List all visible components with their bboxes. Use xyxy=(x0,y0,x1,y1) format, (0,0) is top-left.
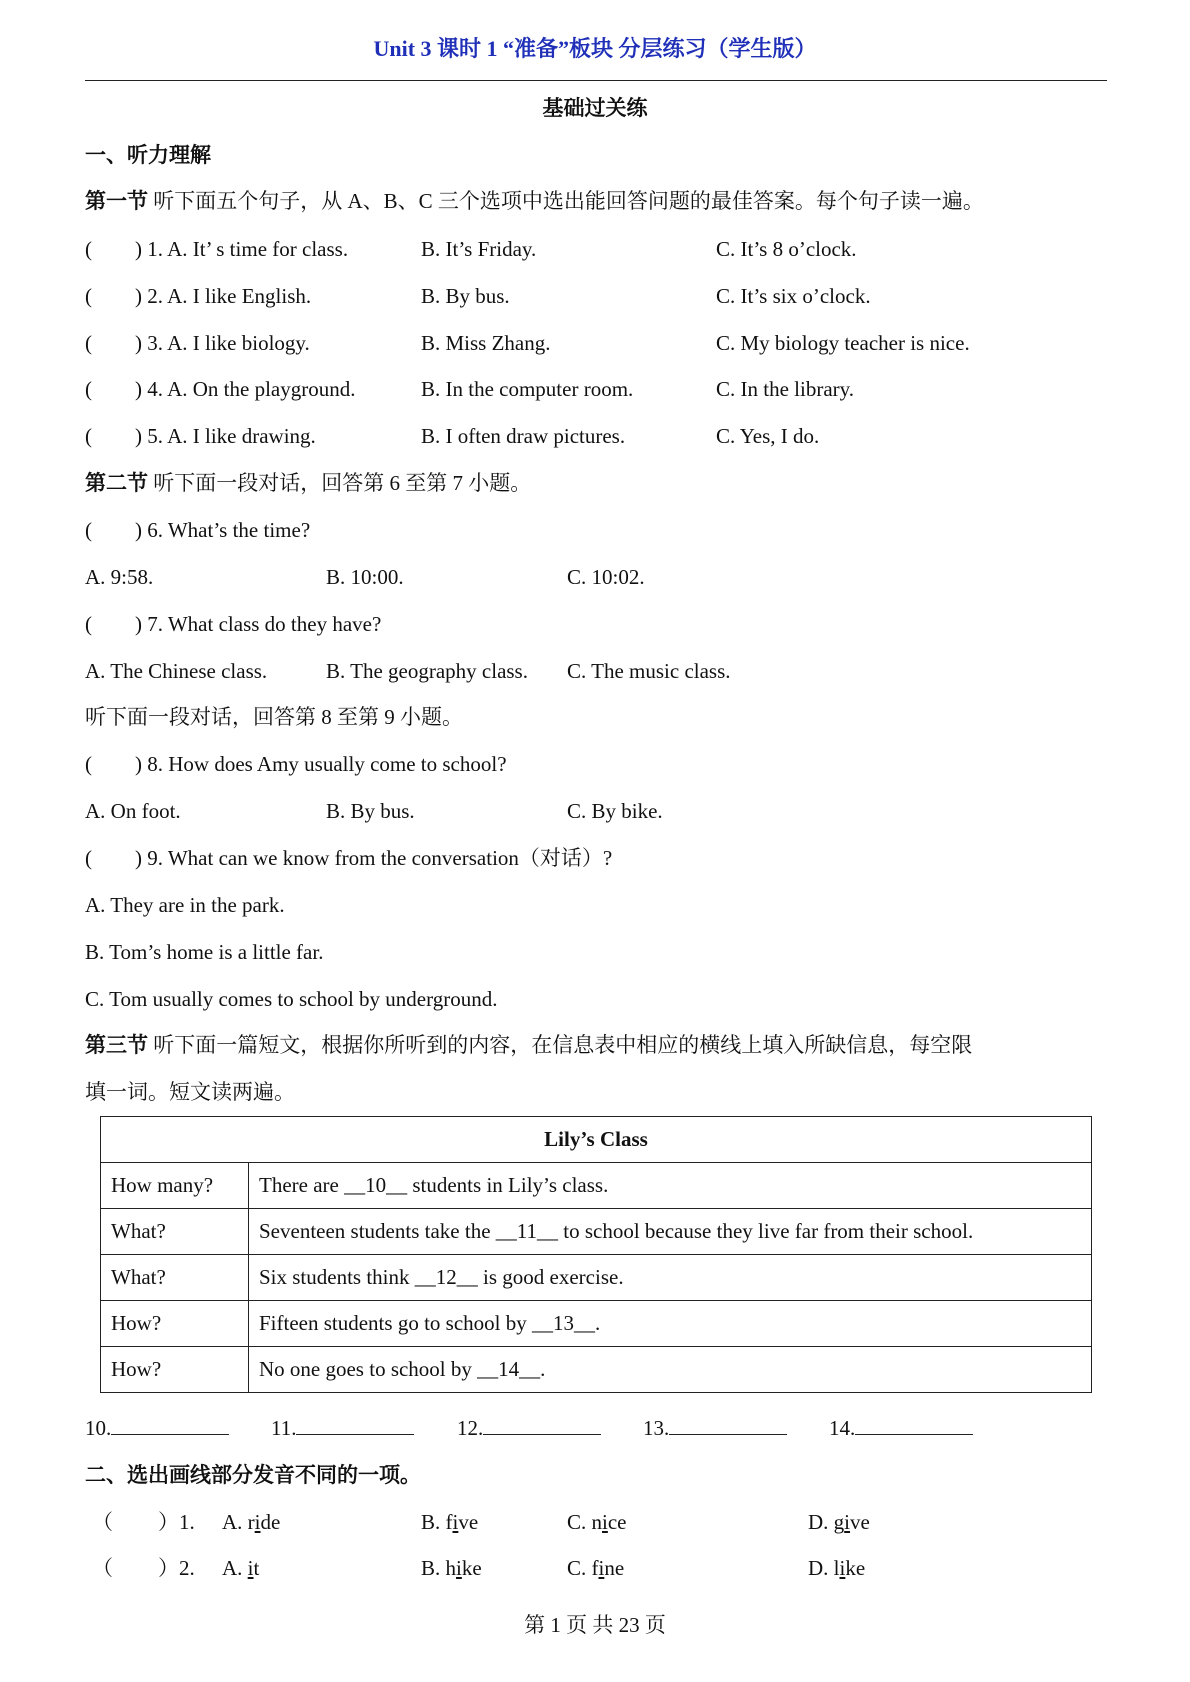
answer-line-11[interactable]: 11. xyxy=(271,1413,414,1443)
question-3-option-b: B. Miss Zhang. xyxy=(421,331,551,355)
sec3-instruction-line xyxy=(85,1030,972,1060)
question-7-option-b: B. The geography class. xyxy=(326,659,528,683)
sec2-instruction: 听下面一段对话，回答第 6 至第 7 小题。 xyxy=(153,471,532,495)
table-row-key: What? xyxy=(101,1255,249,1301)
phonics-1-option-c: C. nice xyxy=(567,1510,627,1534)
question-6-option-c: C. 10:02. xyxy=(567,565,645,589)
part1-heading: 一、听力理解 xyxy=(85,143,211,167)
table-row-content: No one goes to school by __14__. xyxy=(249,1347,1092,1393)
sec2-instruction-2: 听下面一段对话，回答第 8 至第 9 小题。 xyxy=(85,705,463,729)
question-8-option-a: A. On foot. xyxy=(85,799,181,823)
answer-bracket: ( xyxy=(85,284,92,308)
sec3-instruction-2: 填一词。短文读两遍。 xyxy=(85,1080,295,1104)
phonics-1-open-bracket: （ xyxy=(92,1510,113,1534)
question-6-option-a: A. 9:58. xyxy=(85,565,154,589)
answer-line-12[interactable]: 12. xyxy=(457,1413,601,1443)
table-row xyxy=(101,1163,1092,1209)
question-9-option-a: A. They are in the park. xyxy=(85,893,285,917)
answer-bracket: ( xyxy=(85,518,92,542)
phonics-1-option-d: D. give xyxy=(808,1510,870,1534)
info-table-title: Lily’s Class xyxy=(101,1117,1092,1163)
table-row xyxy=(101,1209,1092,1255)
answer-bracket: ( xyxy=(85,331,92,355)
question-4-stem: ( ) 4. A. On the playground. xyxy=(85,374,355,404)
phonics-2-option-a: A. it xyxy=(222,1556,260,1580)
answer-bracket: ( xyxy=(85,752,92,776)
question-6-stem: ( ) 6. What’s the time? xyxy=(85,515,310,545)
sec2-instruction-line xyxy=(85,468,531,498)
question-4-option-c: C. In the library. xyxy=(716,377,855,401)
fill-blank-11: __11__ xyxy=(495,1219,558,1243)
table-row-content: Seventeen students take the __11__ to school because they live far from their school. xyxy=(249,1209,1092,1255)
fill-blank-10: __10__ xyxy=(344,1173,408,1197)
phonics-2-number: ）2. xyxy=(158,1556,195,1580)
question-5-option-b: B. I often draw pictures. xyxy=(421,424,626,448)
question-1-stem: ( ) 1. A. It’ s time for class. xyxy=(85,234,348,264)
sec1-instruction-line xyxy=(85,186,984,216)
table-row xyxy=(101,1301,1092,1347)
table-row xyxy=(101,1347,1092,1393)
phonics-2-option-b: B. hike xyxy=(421,1556,482,1580)
question-2-option-b: B. By bus. xyxy=(421,284,510,308)
sec1-instruction: 听下面五个句子，从 A、B、C 三个选项中选出能回答问题的最佳答案。每个句子读一遍。 xyxy=(153,189,984,213)
sec3-label: 第三节 xyxy=(85,1033,148,1057)
document-header-title: Unit 3 课时 1 “准备”板块 分层练习（学生版） xyxy=(373,36,817,61)
answer-bracket: ( xyxy=(85,377,92,401)
answer-bracket: ( xyxy=(85,237,92,261)
question-9-option-c: C. Tom usually comes to school by underground. xyxy=(85,987,498,1011)
table-row-content: Six students think __12__ is good exercise. xyxy=(249,1255,1092,1301)
question-7-stem: ( ) 7. What class do they have? xyxy=(85,609,381,639)
page-footer: 第 1 页 共 23 页 xyxy=(524,1613,666,1637)
answer-bracket: ( xyxy=(85,424,92,448)
info-table xyxy=(100,1116,1092,1393)
question-1-option-c: C. It’s 8 o’clock. xyxy=(716,237,857,261)
fill-blank-12: __12__ xyxy=(414,1265,478,1289)
phonics-1-option-a: A. ride xyxy=(222,1510,281,1534)
table-row-content: There are __10__ students in Lily’s class. xyxy=(249,1163,1092,1209)
question-7-option-c: C. The music class. xyxy=(567,659,731,683)
table-row-key: What? xyxy=(101,1209,249,1255)
answer-bracket: ( xyxy=(85,846,92,870)
answer-line-10[interactable]: 10. xyxy=(85,1413,229,1443)
sec1-label: 第一节 xyxy=(85,189,148,213)
info-table-title-row xyxy=(101,1117,1092,1163)
question-1-option-b: B. It’s Friday. xyxy=(421,237,537,261)
question-9-option-b: B. Tom’s home is a little far. xyxy=(85,940,324,964)
sec3-instruction-1: 听下面一篇短文，根据你所听到的内容，在信息表中相应的横线上填入所缺信息，每空限 xyxy=(153,1033,973,1057)
question-9-stem: ( ) 9. What can we know from the conversation（对话）? xyxy=(85,843,612,873)
phonics-2-open-bracket: （ xyxy=(92,1556,113,1580)
phonics-1-number: ）1. xyxy=(158,1510,195,1534)
answer-bracket: ( xyxy=(85,612,92,636)
question-2-stem: ( ) 2. A. I like English. xyxy=(85,281,311,311)
question-5-stem: ( ) 5. A. I like drawing. xyxy=(85,421,316,451)
table-row-key: How? xyxy=(101,1347,249,1393)
question-6-option-b: B. 10:00. xyxy=(326,565,404,589)
answer-line-13[interactable]: 13. xyxy=(643,1413,787,1443)
table-row-content: Fifteen students go to school by __13__. xyxy=(249,1301,1092,1347)
question-3-stem: ( ) 3. A. I like biology. xyxy=(85,328,310,358)
table-row-key: How many? xyxy=(101,1163,249,1209)
question-8-stem: ( ) 8. How does Amy usually come to school? xyxy=(85,749,507,779)
question-4-option-b: B. In the computer room. xyxy=(421,377,634,401)
part2-heading: 二、选出画线部分发音不同的一项。 xyxy=(85,1463,421,1487)
question-8-option-c: C. By bike. xyxy=(567,799,663,823)
section-title: 基础过关练 xyxy=(542,96,648,120)
phonics-2-option-c: C. fine xyxy=(567,1556,625,1580)
sec2-label: 第二节 xyxy=(85,471,148,495)
phonics-2-option-d: D. like xyxy=(808,1556,866,1580)
answer-line-14[interactable]: 14. xyxy=(829,1413,973,1443)
question-8-option-b: B. By bus. xyxy=(326,799,415,823)
phonics-1-option-b: B. five xyxy=(421,1510,479,1534)
question-2-option-c: C. It’s six o’clock. xyxy=(716,284,871,308)
question-5-option-c: C. Yes, I do. xyxy=(716,424,820,448)
question-3-option-c: C. My biology teacher is nice. xyxy=(716,331,970,355)
table-row xyxy=(101,1255,1092,1301)
fill-blank-13: __13__ xyxy=(531,1311,595,1335)
table-row-key: How? xyxy=(101,1301,249,1347)
fill-blank-14: __14__ xyxy=(477,1357,541,1381)
header-divider xyxy=(85,80,1107,81)
question-7-option-a: A. The Chinese class. xyxy=(85,659,268,683)
